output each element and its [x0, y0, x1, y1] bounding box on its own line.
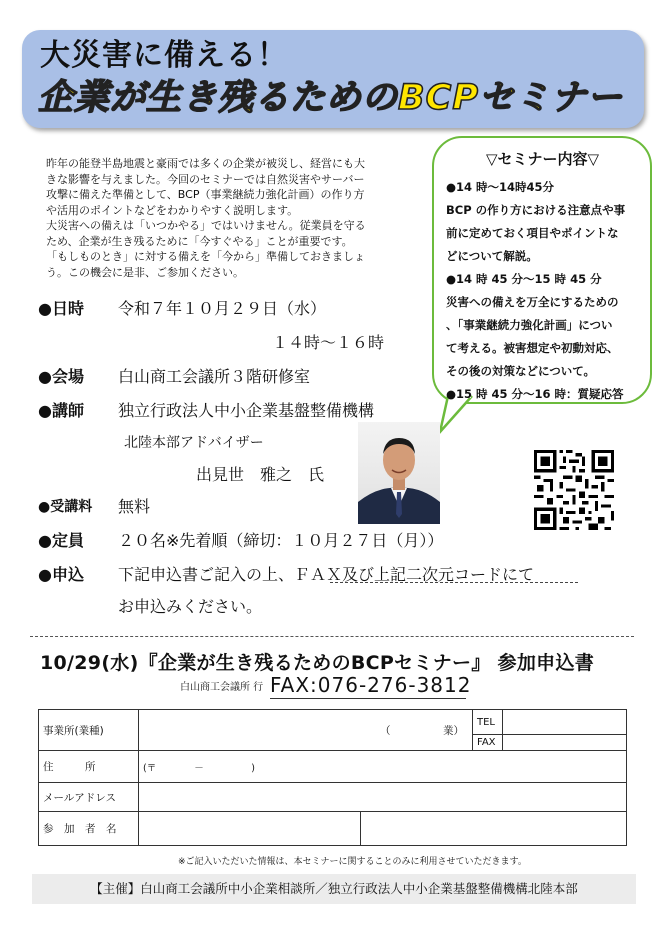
lecturer-name: 出見世 雅之 氏 [196, 465, 325, 484]
intro-text [46, 156, 418, 280]
time-value: １４時～１６時 [272, 333, 385, 352]
apply-value-2: お申込みください。 [118, 597, 263, 616]
footer-organizer: 【主催】白山商工会議所中小企業相談所／独立行政法人中小企業基盤整備機構北陸本部 [32, 874, 636, 904]
intro-line: 「もしものとき」に対する備えを「今から」準備しておきましょ [46, 250, 365, 263]
email-label: メールアドレス [39, 783, 139, 812]
fax-underline [270, 698, 466, 699]
intro-line: ため、企業が生き残るために「今すぐやる」ことが重要です。 [46, 234, 353, 248]
apply-underline [330, 582, 578, 583]
intro-line: う。この機会に是非、ご参加ください。 [46, 265, 244, 279]
fax-number: FAX:076-276-3812 [270, 673, 472, 697]
title-line2: 企業が生き残るためのBCPセミナー [38, 78, 624, 118]
business-label: 事業所(業種) [39, 710, 139, 751]
intro-line: 昨年の能登半島地震と豪雨では多くの企業が被災し、経営にも大 [46, 157, 365, 170]
capacity-label: ●定員 [38, 531, 84, 550]
privacy-note: ※ご記入いただいた情報は、本セミナーに関することのみに利用させていただきます。 [178, 857, 527, 867]
business-field[interactable] [139, 710, 473, 751]
participant-field-2[interactable] [361, 812, 627, 846]
lecturer-label: ●講師 [38, 401, 84, 420]
fax-label: FAX [473, 735, 503, 751]
content-body [446, 176, 644, 406]
address-value: (〒 － ) [143, 762, 255, 774]
lecturer-photo [358, 422, 440, 524]
tel-label: TEL [473, 710, 503, 735]
tel-field[interactable] [503, 710, 627, 735]
cut-line [30, 636, 634, 637]
intro-line: きな影響を与えました。今回のセミナーでは自然災害やサーバー [46, 172, 365, 186]
business-paren: （ 業） [380, 724, 464, 737]
intro-line: 大災害への備えは「いつかやる」ではいけません。従業員を守る [46, 219, 366, 232]
content-line: ●15 時 45 分～16 時：質疑応答 [446, 387, 624, 401]
address-label: 住 所 [39, 751, 139, 783]
content-line: て考える。被害想定や初動対応、 [446, 341, 619, 355]
fee-value: 無料 [118, 497, 151, 516]
qr-code[interactable] [534, 450, 614, 530]
form-title: 10/29(水)『企業が生き残るためのBCPセミナー』 参加申込書 [40, 652, 595, 674]
fax-to: 白山商工会議所 行 [180, 682, 264, 693]
participant-field-1[interactable] [139, 812, 361, 846]
fax-field[interactable] [503, 735, 627, 751]
venue-label: ●会場 [38, 367, 84, 386]
content-line: どについて解説。 [446, 249, 538, 263]
content-line: BCP の作り方における注意点や事 [446, 203, 626, 217]
venue-value: 白山商工会議所３階研修室 [118, 367, 311, 386]
address-field[interactable] [139, 751, 627, 783]
content-line: その後の対策などについて。 [446, 364, 596, 378]
content-line: ●14 時～14時45分 [446, 180, 555, 194]
intro-line: 攻撃に備えた準備として、BCP（事業継続力強化計画）の作り方 [46, 188, 365, 201]
email-field[interactable] [139, 783, 627, 812]
application-form [38, 709, 627, 846]
fee-label: ●受講料 [38, 499, 93, 515]
content-title: ▽セミナー内容▽ [485, 150, 600, 168]
capacity-value: ２０名※先着順（締切：１０月２７日（月）） [118, 531, 444, 550]
content-line: 前に定めておく項目やポイントな [446, 226, 619, 240]
date-value: 令和７年１０月２９日（水） [118, 299, 327, 318]
content-line: ●14 時 45 分～15 時 45 分 [446, 272, 602, 286]
content-line: 、「事業継続力強化計画」につい [446, 318, 613, 332]
intro-line: や活用のポイントなどをわかりやすく説明します。 [46, 203, 299, 217]
content-line: 災害への備えを万全にするための [446, 295, 619, 309]
lecturer-role: 北陸本部アドバイザー [124, 435, 264, 451]
apply-value-1: 下記申込書ご記入の上、ＦＡＸ及び上記二次元コードにて [118, 565, 535, 584]
participants-label: 参 加 者 名 [39, 812, 139, 846]
date-label: ●日時 [38, 299, 84, 318]
title-line1: 大災害に備える！ [40, 38, 288, 73]
apply-label: ●申込 [38, 565, 84, 584]
lecturer-org: 独立行政法人中小企業基盤整備機構 [118, 401, 375, 420]
